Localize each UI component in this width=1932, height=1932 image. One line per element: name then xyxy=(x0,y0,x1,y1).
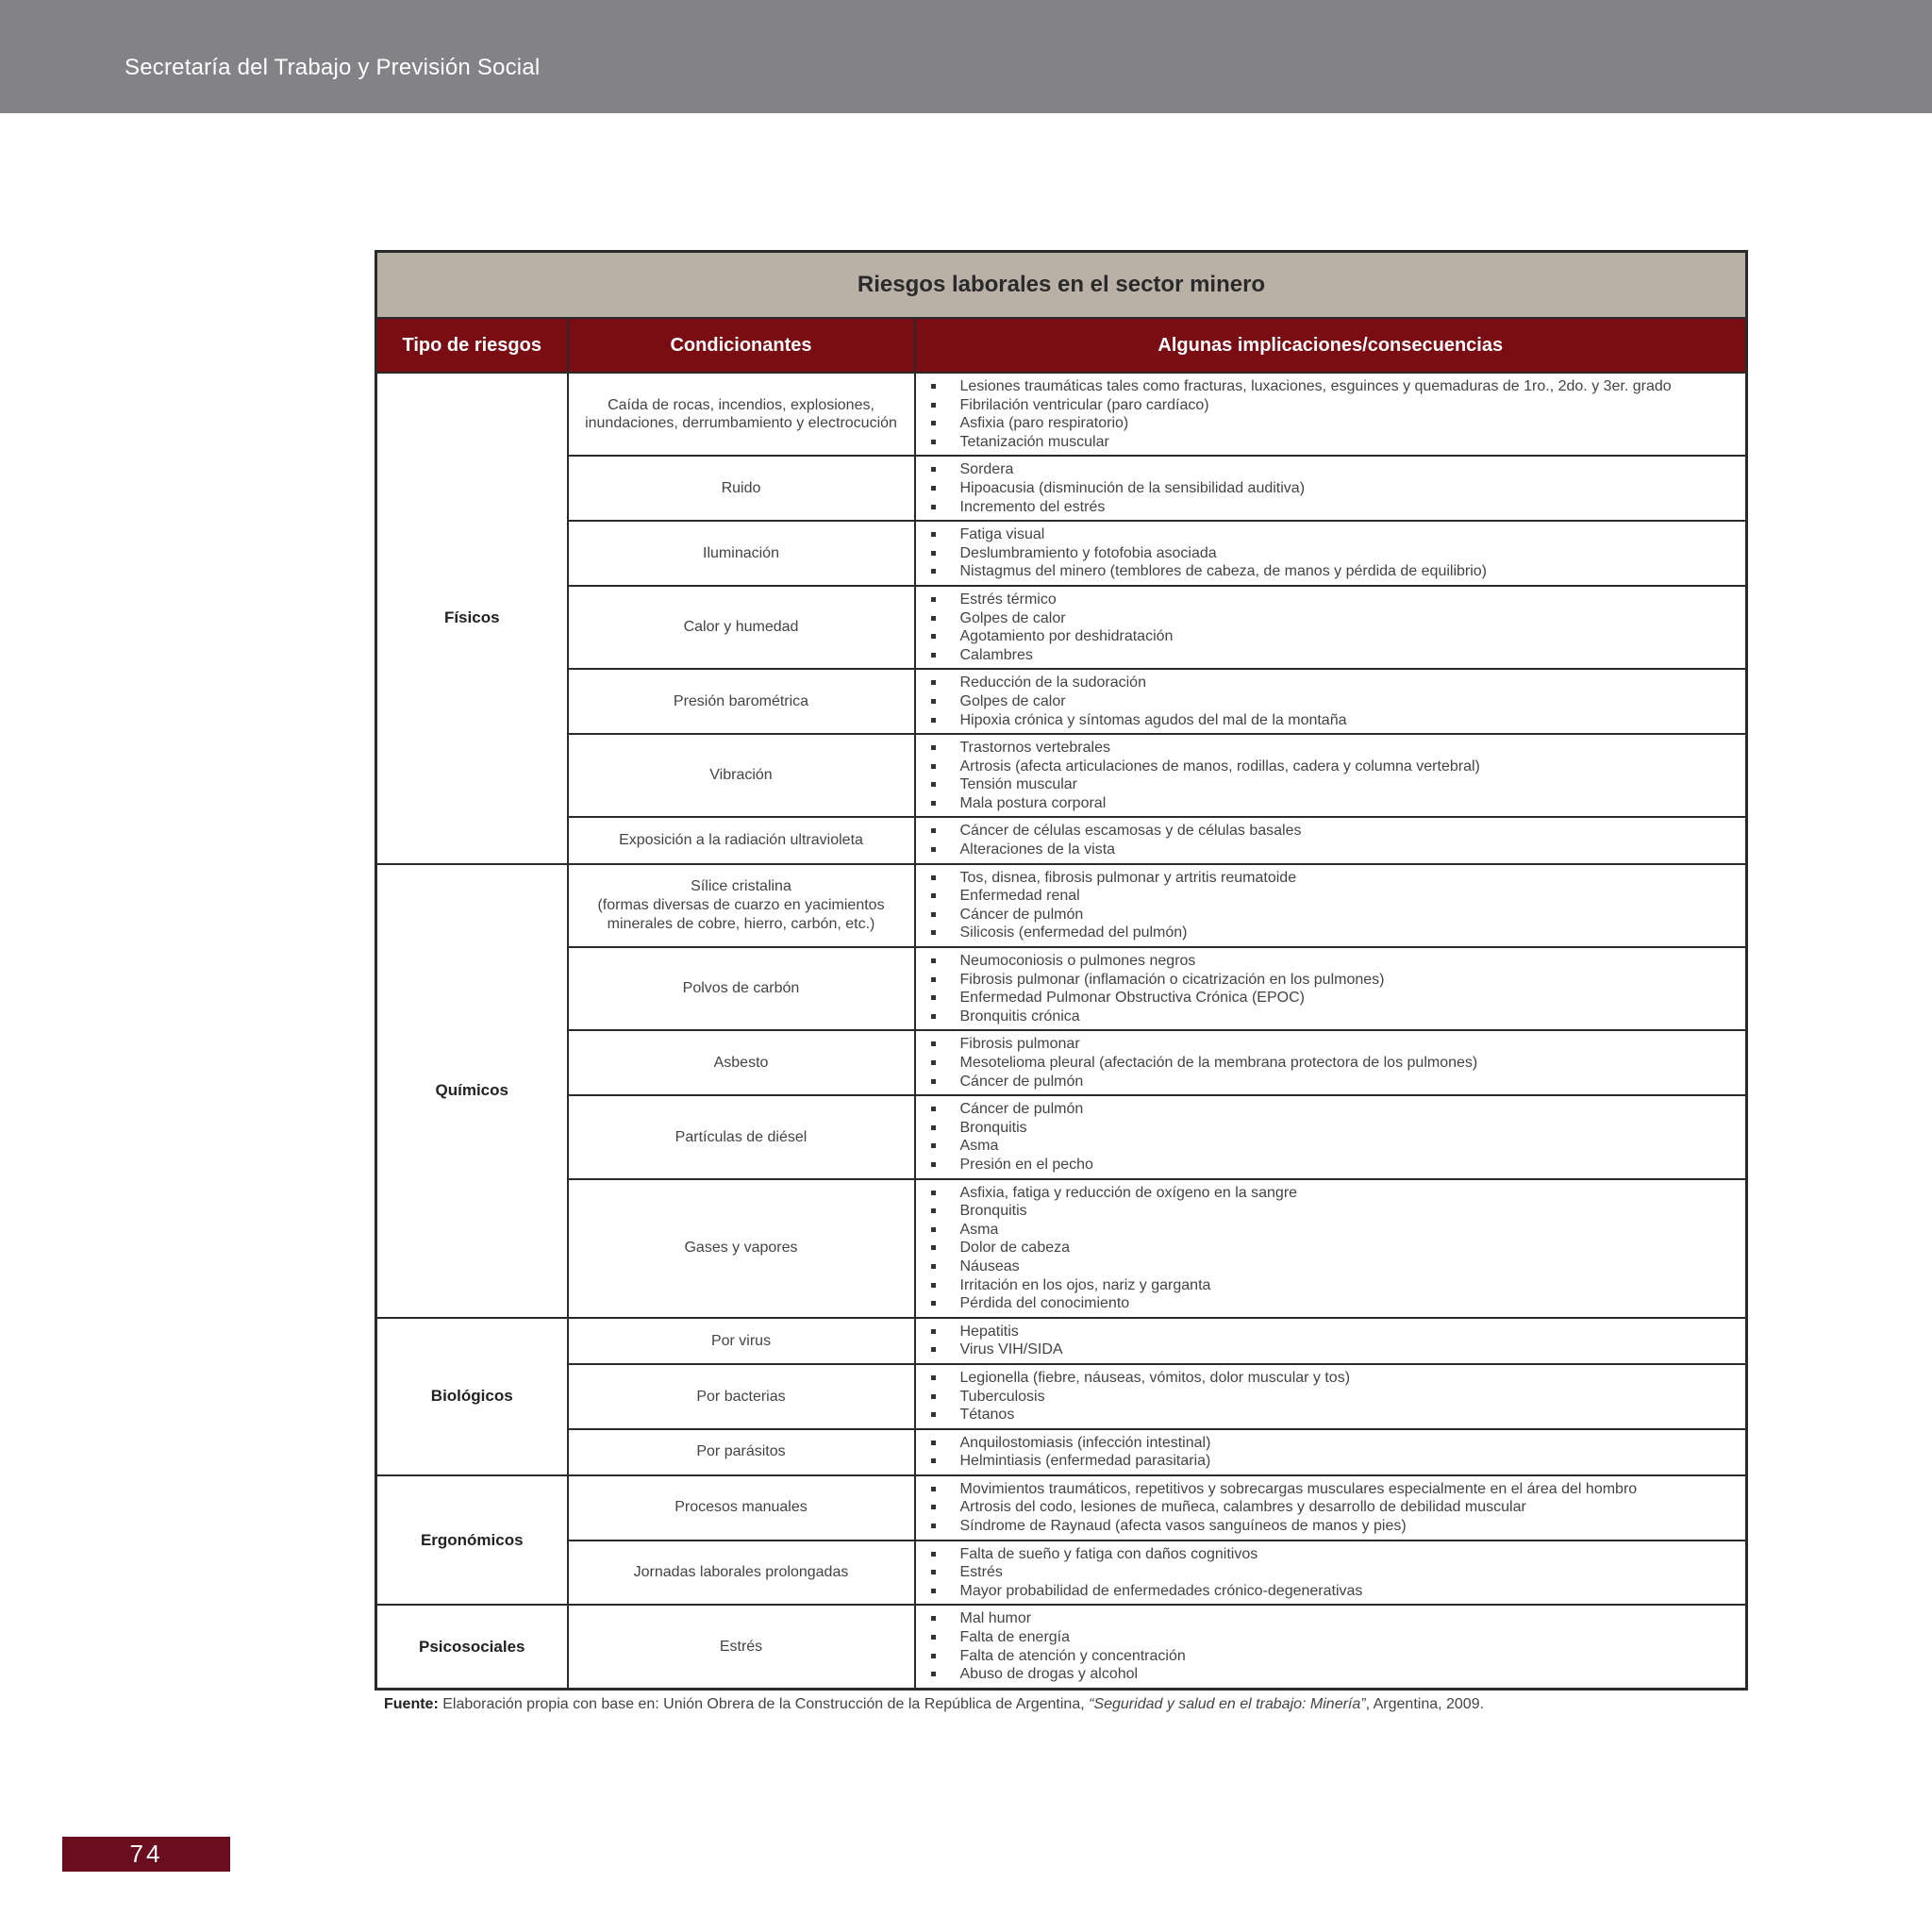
condition-cell xyxy=(568,373,915,456)
consequence-item: Agotamiento por deshidratación xyxy=(916,627,1746,646)
consequence-item: Cáncer de pulmón xyxy=(916,1073,1746,1091)
condition-line: Sílice cristalina xyxy=(691,878,791,895)
condition-cell xyxy=(568,947,915,1030)
consequence-item: Hipoxia crónica y síntomas agudos del mal de la montaña xyxy=(916,711,1746,730)
table-row xyxy=(376,1429,1747,1475)
consequence-list xyxy=(916,1545,1746,1601)
consequence-item: Bronquitis xyxy=(916,1202,1746,1221)
consequence-item: Tensión muscular xyxy=(916,775,1746,794)
consequence-list xyxy=(916,591,1746,664)
consequence-item: Hipoacusia (disminución de la sensibilidad auditiva) xyxy=(916,479,1746,498)
consequence-list xyxy=(916,1035,1746,1091)
table-row xyxy=(376,1318,1747,1364)
condition-cell xyxy=(568,1179,915,1318)
consequences-cell xyxy=(915,669,1747,734)
consequences-cell xyxy=(915,1364,1747,1429)
condition-cell xyxy=(568,1095,915,1178)
consequence-item: Alteraciones de la vista xyxy=(916,841,1746,859)
header-band xyxy=(0,0,1932,113)
condition-cell xyxy=(568,521,915,586)
table-row xyxy=(376,373,1747,456)
consequence-item: Lesiones traumáticas tales como fracturas, luxaciones, esguinces y quemaduras de 1ro., 2do. y 3er. grado xyxy=(916,377,1746,396)
consequence-item: Tétanos xyxy=(916,1406,1746,1424)
column-header-consequences: Algunas implicaciones/consecuencias xyxy=(915,318,1747,373)
consequence-item: Enfermedad Pulmonar Obstructiva Crónica (EPOC) xyxy=(916,989,1746,1008)
consequence-item: Bronquitis xyxy=(916,1119,1746,1138)
consequence-item: Tetanización muscular xyxy=(916,433,1746,452)
table-row xyxy=(376,734,1747,817)
consequence-item: Helmintiasis (enfermedad parasitaria) xyxy=(916,1452,1746,1471)
consequence-item: Calambres xyxy=(916,646,1746,665)
consequence-item: Deslumbramiento y fotofobia asociada xyxy=(916,544,1746,563)
consequence-item: Asma xyxy=(916,1137,1746,1156)
condition-line: Asbesto xyxy=(713,1055,769,1071)
risk-table-container xyxy=(375,250,1745,1713)
consequence-item: Enfermedad renal xyxy=(916,887,1746,906)
consequence-item: Cáncer de pulmón xyxy=(916,1100,1746,1119)
consequence-item: Pérdida del conocimiento xyxy=(916,1294,1746,1313)
consequence-item: Reducción de la sudoración xyxy=(916,674,1746,692)
column-header-type: Tipo de riesgos xyxy=(376,318,568,373)
consequence-item: Mala postura corporal xyxy=(916,794,1746,813)
consequence-list xyxy=(916,1100,1746,1174)
table-row xyxy=(376,521,1747,586)
condition-cell xyxy=(568,817,915,863)
consequence-list xyxy=(916,952,1746,1025)
consequence-item: Artrosis del codo, lesiones de muñeca, calambres y desarrollo de debilidad muscular xyxy=(916,1498,1746,1517)
consequence-item: Mal humor xyxy=(916,1609,1746,1628)
consequence-item: Falta de atención y concentración xyxy=(916,1647,1746,1666)
consequence-item: Virus VIH/SIDA xyxy=(916,1341,1746,1359)
table-row xyxy=(376,947,1747,1030)
consequence-item: Bronquitis crónica xyxy=(916,1008,1746,1026)
source-text-before: Elaboración propia con base en: Unión Obrera de la Construcción de la República de Argentina, xyxy=(438,1695,1090,1712)
consequences-cell xyxy=(915,947,1747,1030)
condition-line: inundaciones, derrumbamiento y electrocución xyxy=(585,415,897,432)
consequence-item: Movimientos traumáticos, repetitivos y sobrecargas musculares especialmente en el área del hombro xyxy=(916,1480,1746,1499)
consequence-item: Mayor probabilidad de enfermedades crónico-degenerativas xyxy=(916,1582,1746,1601)
consequence-list xyxy=(916,1609,1746,1683)
consequence-item: Falta de energía xyxy=(916,1628,1746,1647)
consequence-item: Legionella (fiebre, náuseas, vómitos, dolor muscular y tos) xyxy=(916,1369,1746,1388)
condition-line: Estrés xyxy=(719,1638,763,1655)
condition-line: minerales de cobre, hierro, carbón, etc.) xyxy=(607,915,875,932)
condition-line: Calor y humedad xyxy=(683,619,799,636)
consequences-cell xyxy=(915,1475,1747,1541)
table-row xyxy=(376,456,1747,521)
consequence-item: Mesotelioma pleural (afectación de la membrana protectora de los pulmones) xyxy=(916,1054,1746,1073)
consequence-item: Fibrosis pulmonar (inflamación o cicatrización en los pulmones) xyxy=(916,971,1746,990)
consequence-list xyxy=(916,460,1746,516)
consequence-item: Sordera xyxy=(916,460,1746,479)
condition-line: Exposición a la radiación ultravioleta xyxy=(619,832,863,849)
consequence-item: Cáncer de células escamosas y de células basales xyxy=(916,822,1746,841)
condition-line: Polvos de carbón xyxy=(682,980,800,997)
condition-line: Presión barométrica xyxy=(673,692,809,709)
consequences-cell xyxy=(915,1030,1747,1095)
consequence-item: Fibrilación ventricular (paro cardíaco) xyxy=(916,396,1746,415)
consequence-list xyxy=(916,739,1746,812)
condition-line: Ruido xyxy=(721,479,761,496)
condition-line: Partículas de diésel xyxy=(675,1128,808,1145)
condition-line: Por virus xyxy=(710,1332,772,1349)
table-row xyxy=(376,586,1747,669)
risk-category: Químicos xyxy=(376,864,568,1318)
condition-cell xyxy=(568,1364,915,1429)
consequences-cell xyxy=(915,521,1747,586)
consequence-list xyxy=(916,674,1746,729)
condition-line: Jornadas laborales prolongadas xyxy=(633,1564,849,1581)
consequence-list xyxy=(916,1184,1746,1313)
consequence-item: Asfixia, fatiga y reducción de oxígeno en la sangre xyxy=(916,1184,1746,1203)
consequences-cell xyxy=(915,1095,1747,1178)
risk-table xyxy=(375,250,1748,1690)
consequence-item: Golpes de calor xyxy=(916,692,1746,711)
consequences-cell xyxy=(915,1429,1747,1475)
consequence-item: Cáncer de pulmón xyxy=(916,906,1746,924)
table-row xyxy=(376,1541,1747,1606)
consequence-item: Náuseas xyxy=(916,1257,1746,1276)
consequence-item: Neumoconiosis o pulmones negros xyxy=(916,952,1746,971)
consequences-cell xyxy=(915,1318,1747,1364)
consequence-item: Nistagmus del minero (temblores de cabeza, de manos y pérdida de equilibrio) xyxy=(916,562,1746,581)
condition-cell xyxy=(568,1541,915,1606)
consequence-list xyxy=(916,377,1746,451)
condition-line: (formas diversas de cuarzo en yacimientos xyxy=(597,897,885,914)
consequence-item: Irritación en los ojos, nariz y garganta xyxy=(916,1276,1746,1295)
table-row xyxy=(376,1605,1747,1689)
consequence-item: Estrés térmico xyxy=(916,591,1746,609)
consequence-list xyxy=(916,1323,1746,1359)
condition-cell xyxy=(568,1429,915,1475)
consequences-cell xyxy=(915,734,1747,817)
table-row xyxy=(376,864,1747,947)
source-label: Fuente: xyxy=(384,1695,439,1712)
consequences-cell xyxy=(915,817,1747,863)
condition-cell xyxy=(568,1605,915,1689)
source-title: “Seguridad y salud en el trabajo: Minería” xyxy=(1089,1695,1366,1712)
consequence-item: Presión en el pecho xyxy=(916,1156,1746,1174)
risk-category: Biológicos xyxy=(376,1318,568,1475)
table-row xyxy=(376,1475,1747,1541)
condition-line: Procesos manuales xyxy=(675,1499,808,1516)
consequence-item: Fibrosis pulmonar xyxy=(916,1035,1746,1054)
header-title: Secretaría del Trabajo y Previsión Social xyxy=(125,55,541,80)
condition-line: Iluminación xyxy=(703,544,779,561)
table-caption: Riesgos laborales en el sector minero xyxy=(376,252,1747,319)
consequences-cell xyxy=(915,586,1747,669)
risk-category: Físicos xyxy=(376,373,568,864)
consequence-item: Trastornos vertebrales xyxy=(916,739,1746,758)
consequence-list xyxy=(916,1369,1746,1424)
table-row xyxy=(376,817,1747,863)
table-row xyxy=(376,669,1747,734)
consequence-item: Falta de sueño y fatiga con daños cognitivos xyxy=(916,1545,1746,1564)
condition-cell xyxy=(568,734,915,817)
table-row xyxy=(376,1364,1747,1429)
risk-category: Psicosociales xyxy=(376,1605,568,1689)
table-row xyxy=(376,1095,1747,1178)
page-number: 74 xyxy=(62,1837,230,1872)
consequence-item: Dolor de cabeza xyxy=(916,1239,1746,1257)
table-row xyxy=(376,1030,1747,1095)
consequence-item: Síndrome de Raynaud (afecta vasos sanguíneos de manos y pies) xyxy=(916,1517,1746,1536)
consequences-cell xyxy=(915,864,1747,947)
risk-category: Ergonómicos xyxy=(376,1475,568,1606)
condition-cell xyxy=(568,864,915,947)
condition-cell xyxy=(568,456,915,521)
consequence-item: Incremento del estrés xyxy=(916,498,1746,517)
consequence-list xyxy=(916,525,1746,581)
consequence-list xyxy=(916,869,1746,942)
consequence-list xyxy=(916,1480,1746,1536)
consequence-item: Asma xyxy=(916,1221,1746,1240)
source-text-after: , Argentina, 2009. xyxy=(1365,1695,1485,1712)
consequences-cell xyxy=(915,1541,1747,1606)
condition-cell xyxy=(568,1318,915,1364)
consequence-item: Golpes de calor xyxy=(916,609,1746,628)
condition-line: Vibración xyxy=(709,767,773,784)
consequence-list xyxy=(916,1434,1746,1471)
table-caption-row xyxy=(376,252,1747,319)
consequences-cell xyxy=(915,1179,1747,1318)
consequence-item: Abuso de drogas y alcohol xyxy=(916,1665,1746,1684)
condition-line: Gases y vapores xyxy=(684,1240,798,1257)
consequence-item: Hepatitis xyxy=(916,1323,1746,1341)
condition-line: Por bacterias xyxy=(696,1388,786,1405)
table-body xyxy=(376,373,1747,1689)
consequence-list xyxy=(916,822,1746,858)
consequences-cell xyxy=(915,456,1747,521)
table-header-row xyxy=(376,318,1747,373)
table-row xyxy=(376,1179,1747,1318)
consequence-item: Silicosis (enfermedad del pulmón) xyxy=(916,924,1746,942)
condition-cell xyxy=(568,1475,915,1541)
condition-cell xyxy=(568,586,915,669)
consequences-cell xyxy=(915,1605,1747,1689)
consequence-item: Asfixia (paro respiratorio) xyxy=(916,414,1746,433)
condition-cell xyxy=(568,669,915,734)
consequences-cell xyxy=(915,373,1747,456)
consequence-item: Anquilostomiasis (infección intestinal) xyxy=(916,1434,1746,1453)
consequence-item: Tuberculosis xyxy=(916,1388,1746,1407)
consequence-item: Estrés xyxy=(916,1563,1746,1582)
column-header-conditions: Condicionantes xyxy=(568,318,915,373)
condition-line: Por parásitos xyxy=(696,1443,786,1460)
source-note xyxy=(375,1696,1745,1713)
consequence-item: Fatiga visual xyxy=(916,525,1746,544)
condition-line: Caída de rocas, incendios, explosiones, xyxy=(608,396,874,413)
consequence-item: Tos, disnea, fibrosis pulmonar y artritis reumatoide xyxy=(916,869,1746,888)
consequence-item: Artrosis (afecta articulaciones de manos, rodillas, cadera y columna vertebral) xyxy=(916,758,1746,776)
condition-cell xyxy=(568,1030,915,1095)
